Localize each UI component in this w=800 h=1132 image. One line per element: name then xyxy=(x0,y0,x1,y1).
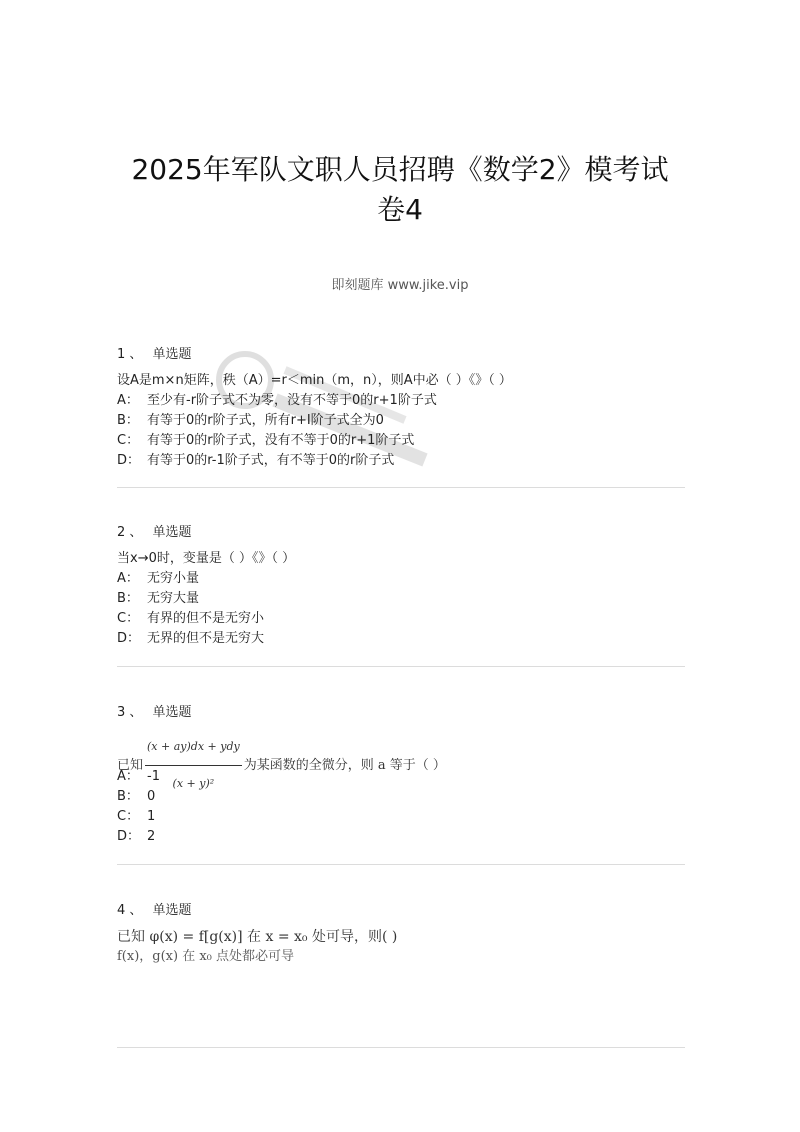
option-letter: C： xyxy=(117,611,140,626)
option-letter: D： xyxy=(117,631,141,646)
question-header xyxy=(117,901,687,921)
option-line-image: f(x)，g(x) 在 x₀ 点处都必可导 xyxy=(117,949,295,964)
option-letter: A： xyxy=(117,393,139,408)
option-c xyxy=(117,807,687,827)
stem-suffix: 为某函数的全微分，则 a 等于（ ） xyxy=(243,758,446,773)
stem-prefix: 已知 xyxy=(117,758,144,773)
divider xyxy=(117,864,685,865)
option-text: 无界的但不是无穷大 xyxy=(147,631,265,646)
option-d xyxy=(117,629,687,649)
question-number: 4 、 xyxy=(117,903,143,918)
option-text: 至少有-r阶子式不为零，没有不等于0的r+1阶子式 xyxy=(147,393,437,408)
option-text: 有等于0的r阶子式，所有r+I阶子式全为0 xyxy=(147,413,384,428)
question-stem: 设A是m×n矩阵，秩（A）=r＜min（m，n），则A中必（ ）《》（ ） xyxy=(117,373,512,388)
question-stem-image xyxy=(117,729,687,790)
option-text: 有界的但不是无穷小 xyxy=(147,611,265,626)
question-type: 单选题 xyxy=(152,525,192,540)
option-text: 无穷小量 xyxy=(147,571,200,586)
question-stem: 当x→0时，变量是（ ）《》（ ） xyxy=(117,551,296,566)
option-letter: B： xyxy=(117,591,139,606)
site-credit: 即刻题库 www.jike.vip xyxy=(331,278,469,293)
question-header xyxy=(117,523,687,543)
title-line-1: 2025年军队文职人员招聘《数学2》模考试 xyxy=(131,153,669,186)
option-text: 有等于0的r阶子式，没有不等于0的r+1阶子式 xyxy=(147,433,415,448)
question-header xyxy=(117,703,687,723)
fraction-numerator: (x + ay)dx + ydy xyxy=(145,729,242,766)
question-type: 单选题 xyxy=(152,903,192,918)
document-title xyxy=(120,150,680,230)
divider xyxy=(117,666,685,667)
option-text: 2 xyxy=(147,829,156,844)
question-type: 单选题 xyxy=(152,705,192,720)
question-2 xyxy=(117,523,687,649)
question-stem-image: 已知 φ(x) = f[g(x)] 在 x = x₀ 处可导，则( ) xyxy=(117,929,398,945)
option-letter: C： xyxy=(117,809,140,824)
option-letter: D： xyxy=(117,453,141,468)
question-1 xyxy=(117,345,687,471)
option-letter: D： xyxy=(117,829,141,844)
option-a xyxy=(117,391,687,411)
option-letter: A： xyxy=(117,769,139,784)
option-c xyxy=(117,431,687,451)
option-text: -1 xyxy=(147,769,160,784)
question-4 xyxy=(117,901,687,967)
option-d xyxy=(117,451,687,471)
option-text: 0 xyxy=(147,789,156,804)
question-3 xyxy=(117,703,687,847)
question-number: 1 、 xyxy=(117,347,143,362)
option-letter: B： xyxy=(117,413,139,428)
fraction xyxy=(145,729,242,802)
option-letter: B： xyxy=(117,789,139,804)
option-text: 1 xyxy=(147,809,156,824)
option-d xyxy=(117,827,687,847)
question-number: 2 、 xyxy=(117,525,143,540)
option-letter: A： xyxy=(117,571,139,586)
fraction-denominator: (x + y)² xyxy=(172,777,215,790)
question-type: 单选题 xyxy=(152,347,192,362)
title-line-2: 卷4 xyxy=(377,193,423,226)
divider xyxy=(117,1047,685,1048)
question-number: 3 、 xyxy=(117,705,143,720)
option-text: 有等于0的r-1阶子式，有不等于0的r阶子式 xyxy=(147,453,395,468)
option-c xyxy=(117,609,687,629)
option-b xyxy=(117,411,687,431)
question-header xyxy=(117,345,687,365)
option-letter: C： xyxy=(117,433,140,448)
divider xyxy=(117,487,685,488)
option-a xyxy=(117,569,687,589)
option-text: 无穷大量 xyxy=(147,591,200,606)
option-b xyxy=(117,589,687,609)
